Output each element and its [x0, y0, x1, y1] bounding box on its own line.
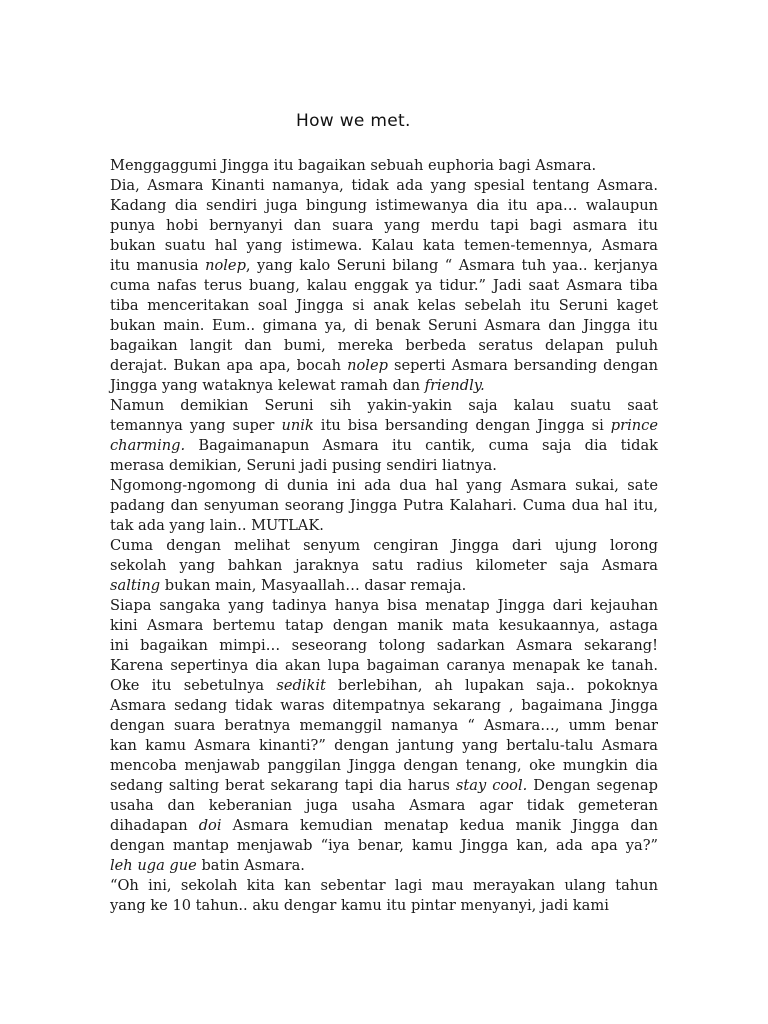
- italic-text: friendly.: [424, 377, 485, 394]
- document-title: How we met.: [296, 111, 411, 131]
- text-line: kini Asmara bertemu tatap dengan manik mata kesukaannya, astaga: [110, 617, 658, 634]
- text-line: leh uga gue batin Asmara.: [110, 857, 305, 874]
- italic-text: doi: [198, 817, 222, 834]
- text-line: Oke itu sebetulnya sedikit berlebihan, ah lupakan saja.. pokoknya: [110, 677, 659, 694]
- text-line: Cuma dengan melihat senyum cengiran Jingga dari ujung lorong: [110, 537, 658, 554]
- italic-text: sedikit: [276, 677, 326, 694]
- text-line: padang dan senyuman seorang Jingga Putra Kalahari. Cuma dua hal itu,: [110, 497, 658, 514]
- text-line: dihadapan doi Asmara kemudian menatap kedua manik Jingga dan: [110, 817, 659, 834]
- paragraph: [110, 596, 658, 876]
- italic-text: stay cool.: [455, 777, 528, 794]
- text-line: cuma nafas terus buang, kalau enggak ya tidur.” Jadi saat Asmara tiba: [110, 277, 658, 294]
- text-line: usaha dan keberanian juga usaha Asmara agar tidak gemeteran: [110, 797, 658, 814]
- text-line: temannya yang super unik itu bisa bersanding dengan Jingga si prince: [110, 417, 658, 434]
- text-line: Siapa sangaka yang tadinya hanya bisa menatap Jingga dari kejauhan: [110, 597, 658, 614]
- text-line: itu manusia nolep, yang kalo Seruni bilang “ Asmara tuh yaa.. kerjanya: [110, 257, 658, 274]
- paragraph: [110, 536, 658, 596]
- text-line: salting bukan main, Masyaallah… dasar remaja.: [110, 577, 467, 594]
- paragraph: [110, 876, 658, 916]
- text-line: derajat. Bukan apa apa, bocah nolep seperti Asmara bersanding dengan: [110, 357, 658, 374]
- text-line: yang ke 10 tahun.. aku dengar kamu itu pintar menyanyi, jadi kami: [110, 897, 609, 914]
- text-line: “Oh ini, sekolah kita kan sebentar lagi mau merayakan ulang tahun: [110, 877, 658, 894]
- italic-text: leh uga gue: [110, 857, 197, 874]
- text-line: mencoba menjawab panggilan Jingga dengan tenang, oke mungkin dia: [110, 757, 658, 774]
- text-line: bukan suatu hal yang istimewa. Kalau kata temen-temennya, Asmara: [110, 237, 658, 254]
- italic-text: charming.: [110, 437, 186, 454]
- text-line: sedang salting berat sekarang tapi dia harus stay cool. Dengan segenap: [110, 777, 658, 794]
- text-line: bagaikan langit dan bumi, mereka berbeda seratus delapan puluh: [110, 337, 658, 354]
- italic-text: unik: [281, 417, 314, 434]
- text-line: charming. Bagaimanapun Asmara itu cantik, cuma saja dia tidak: [110, 437, 658, 454]
- text-line: merasa demikian, Seruni jadi pusing sendiri liatnya.: [110, 457, 497, 474]
- italic-text: nolep: [205, 257, 246, 274]
- text-line: tiba menceritakan soal Jingga si anak kelas sebelah itu Seruni kaget: [110, 297, 658, 314]
- italic-text: salting: [110, 577, 161, 594]
- paragraph: [110, 176, 658, 396]
- text-line: Ngomong-ngomong di dunia ini ada dua hal yang Asmara sukai, sate: [110, 477, 658, 494]
- text-line: dengan mantap menjawab “iya benar, kamu Jingga kan, ada apa ya?”: [110, 837, 658, 854]
- text-line: Dia, Asmara Kinanti namanya, tidak ada yang spesial tentang Asmara.: [110, 177, 658, 194]
- text-line: punya hobi bernyanyi dan suara yang merdu tapi bagi asmara itu: [110, 217, 658, 234]
- text-line: ini bagaikan mimpi… seseorang tolong sadarkan Asmara sekarang!: [110, 637, 658, 654]
- text-line: bukan main. Eum.. gimana ya, di benak Seruni Asmara dan Jingga itu: [110, 317, 658, 334]
- text-line: Kadang dia sendiri juga bingung istimewanya dia itu apa… walaupun: [110, 197, 658, 214]
- text-line: tak ada yang lain.. MUTLAK.: [110, 517, 324, 534]
- document-body: [110, 156, 658, 916]
- text-line: Karena sepertinya dia akan lupa bagaiman caranya menapak ke tanah.: [110, 657, 658, 674]
- text-line: Menggaggumi Jingga itu bagaikan sebuah euphoria bagi Asmara.: [110, 157, 597, 174]
- paragraph: [110, 156, 658, 176]
- text-line: kan kamu Asmara kinanti?” dengan jantung yang bertalu-talu Asmara: [110, 737, 658, 754]
- italic-text: prince: [610, 417, 658, 434]
- text-line: Namun demikian Seruni sih yakin-yakin saja kalau suatu saat: [110, 397, 658, 414]
- italic-text: nolep: [347, 357, 388, 374]
- text-line: Asmara sedang tidak waras ditempatnya sekarang , bagaimana Jingga: [110, 697, 658, 714]
- text-line: dengan suara beratnya memanggil namanya “ Asmara…, umm benar: [110, 717, 658, 734]
- paragraph: [110, 396, 658, 476]
- text-line: Jingga yang wataknya kelewat ramah dan friendly.: [110, 377, 485, 394]
- text-line: sekolah yang bahkan jaraknya satu radius kilometer saja Asmara: [110, 557, 658, 574]
- paragraph: [110, 476, 658, 536]
